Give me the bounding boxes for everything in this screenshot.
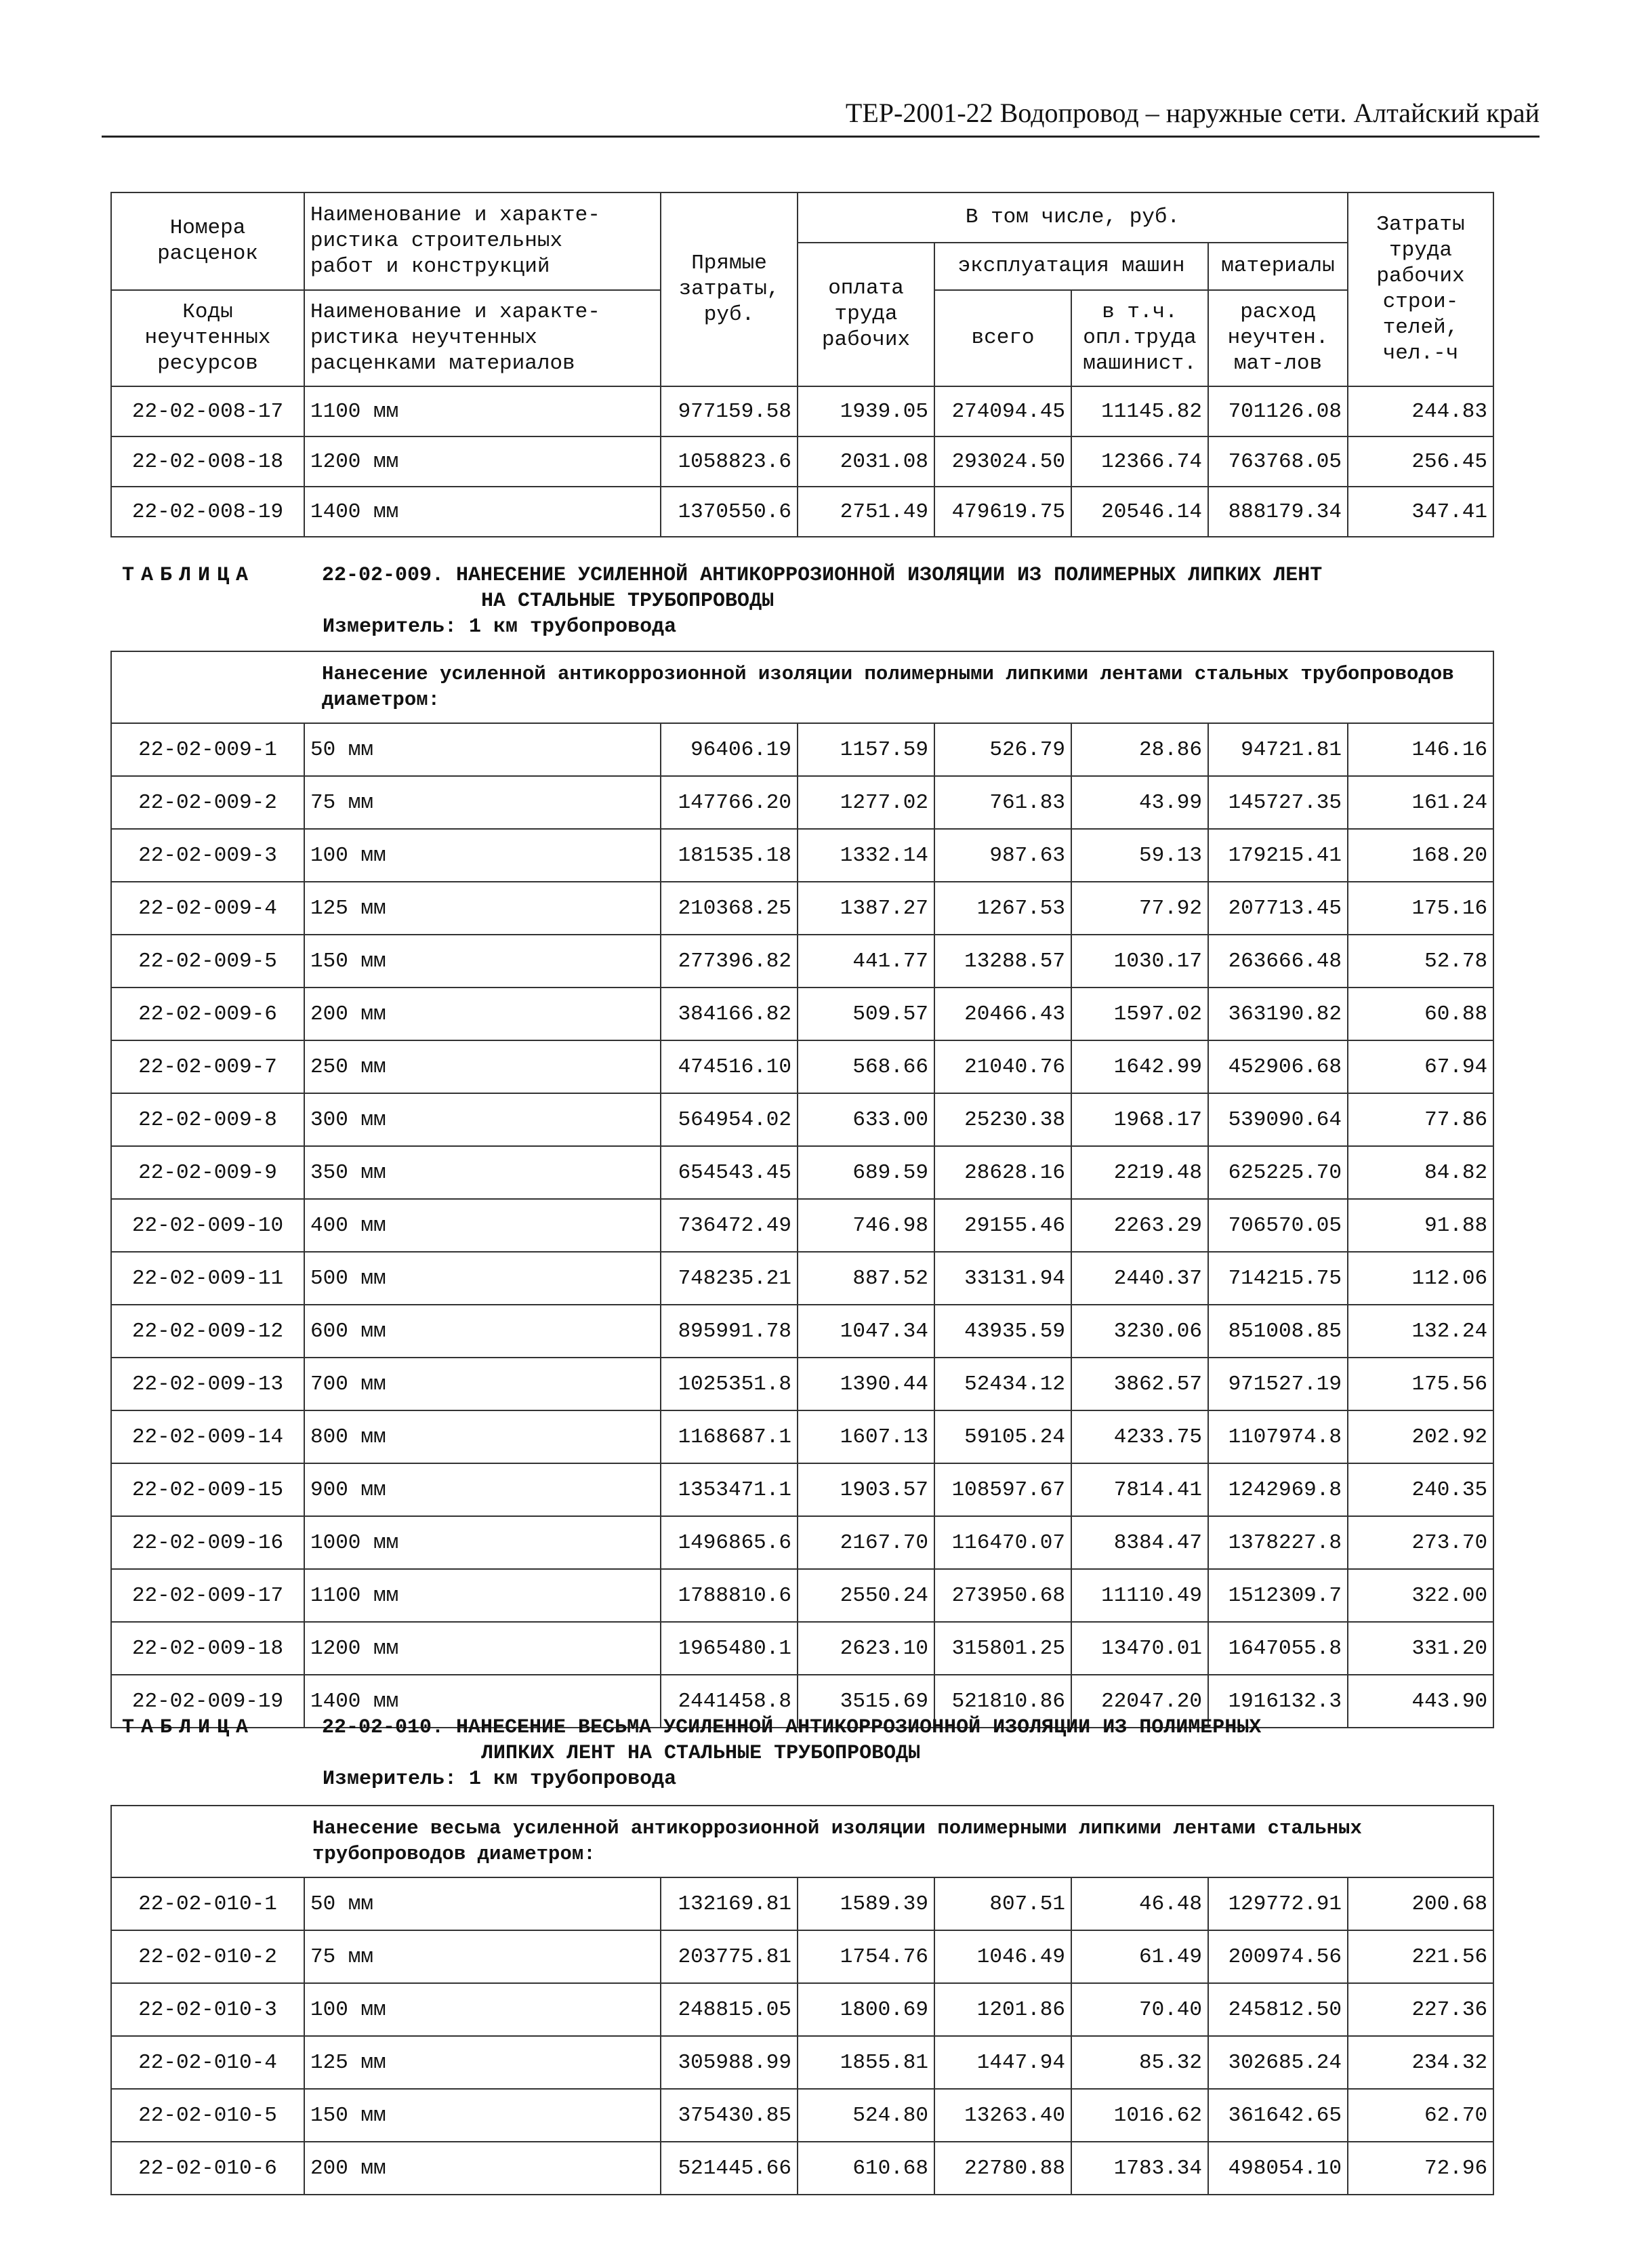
cell-labor: 1607.13 [798, 1410, 934, 1463]
cell-direct: 384166.82 [661, 988, 798, 1040]
cell-hours: 161.24 [1348, 776, 1493, 829]
cell-code: 22-02-009-8 [111, 1093, 304, 1146]
cell-hours: 221.56 [1348, 1930, 1493, 1983]
table-row [111, 1040, 1493, 1093]
cell-mach: 273950.68 [934, 1569, 1071, 1622]
cell-code: 22-02-009-13 [111, 1358, 304, 1410]
cell-mat: 129772.91 [1208, 1877, 1348, 1930]
cell-code: 22-02-010-1 [111, 1877, 304, 1930]
cell-code: 22-02-009-17 [111, 1569, 304, 1622]
cell-name: 800 мм [304, 1410, 661, 1463]
cell-code: 22-02-008-19 [111, 487, 304, 537]
cell-labor: 1157.59 [798, 723, 934, 776]
cell-direct: 96406.19 [661, 723, 798, 776]
table-row [111, 1146, 1493, 1199]
cell-direct: 1353471.1 [661, 1463, 798, 1516]
cell-name: 700 мм [304, 1358, 661, 1410]
cell-mach: 1046.49 [934, 1930, 1071, 1983]
cell-mat: 1107974.8 [1208, 1410, 1348, 1463]
cell-mach: 22780.88 [934, 2142, 1071, 2195]
cell-name: 125 мм [304, 882, 661, 935]
cell-direct: 1965480.1 [661, 1622, 798, 1675]
cell-name: 400 мм [304, 1199, 661, 1252]
cell-name: 600 мм [304, 1305, 661, 1358]
cell-code: 22-02-008-18 [111, 436, 304, 487]
cell-mach: 13263.40 [934, 2089, 1071, 2142]
cell-name: 75 мм [304, 776, 661, 829]
col-header-materials: материалы [1208, 243, 1348, 290]
cell-mach: 28628.16 [934, 1146, 1071, 1199]
table-row [111, 1305, 1493, 1358]
cell-oper: 8384.47 [1071, 1516, 1208, 1569]
col-header-incl: В том числе, руб. [798, 192, 1348, 243]
cell-hours: 132.24 [1348, 1305, 1493, 1358]
rates-table-008 [110, 192, 1494, 537]
cell-labor: 1903.57 [798, 1463, 934, 1516]
group-title-010: Нанесение весьма усиленной антикоррозионной изоляции полимерными липкими лентами стальных трубопроводов диаметром: [111, 1806, 1493, 1877]
cell-mat: 145727.35 [1208, 776, 1348, 829]
cell-name: 1100 мм [304, 386, 661, 436]
cell-name: 50 мм [304, 1877, 661, 1930]
cell-direct: 564954.02 [661, 1093, 798, 1146]
cell-labor: 2167.70 [798, 1516, 934, 1569]
col-header-mach-operator: в т.ч. опл.труда машинист. [1071, 290, 1208, 386]
table-row [111, 2036, 1493, 2089]
cell-mat: 971527.19 [1208, 1358, 1348, 1410]
cell-mach: 116470.07 [934, 1516, 1071, 1569]
cell-name: 125 мм [304, 2036, 661, 2089]
table-row [111, 386, 1493, 436]
cell-name: 150 мм [304, 935, 661, 988]
table-row [111, 1569, 1493, 1622]
cell-name: 900 мм [304, 1463, 661, 1516]
cell-oper: 1642.99 [1071, 1040, 1208, 1093]
cell-code: 22-02-009-1 [111, 723, 304, 776]
table-row [111, 2142, 1493, 2195]
cell-name: 200 мм [304, 2142, 661, 2195]
cell-code: 22-02-009-7 [111, 1040, 304, 1093]
cell-direct: 1788810.6 [661, 1569, 798, 1622]
cell-mach: 987.63 [934, 829, 1071, 882]
cell-mat: 1378227.8 [1208, 1516, 1348, 1569]
cell-name: 75 мм [304, 1930, 661, 1983]
cell-mach: 52434.12 [934, 1358, 1071, 1410]
cell-mat: 888179.34 [1208, 487, 1348, 537]
cell-mach: 293024.50 [934, 436, 1071, 487]
cell-direct: 654543.45 [661, 1146, 798, 1199]
cell-direct: 248815.05 [661, 1983, 798, 2036]
cell-labor: 887.52 [798, 1252, 934, 1305]
table-row [111, 882, 1493, 935]
cell-mat: 625225.70 [1208, 1146, 1348, 1199]
cell-oper: 61.49 [1071, 1930, 1208, 1983]
cell-oper: 1016.62 [1071, 2089, 1208, 2142]
cell-code: 22-02-010-5 [111, 2089, 304, 2142]
cell-oper: 7814.41 [1071, 1463, 1208, 1516]
cell-hours: 112.06 [1348, 1252, 1493, 1305]
col-header-direct: Прямые затраты, руб. [661, 192, 798, 386]
cell-oper: 46.48 [1071, 1877, 1208, 1930]
cell-name: 1000 мм [304, 1516, 661, 1569]
cell-mach: 1201.86 [934, 1983, 1071, 2036]
cell-hours: 84.82 [1348, 1146, 1493, 1199]
cell-hours: 227.36 [1348, 1983, 1493, 2036]
cell-hours: 168.20 [1348, 829, 1493, 882]
cell-mach: 20466.43 [934, 988, 1071, 1040]
cell-mach: 33131.94 [934, 1252, 1071, 1305]
table-title-line1: 22-02-009. НАНЕСЕНИЕ УСИЛЕННОЙ АНТИКОРРОЗИОННОЙ ИЗОЛЯЦИИ ИЗ ПОЛИМЕРНЫХ ЛИПКИХ ЛЕНТ [322, 564, 1323, 587]
cell-hours: 273.70 [1348, 1516, 1493, 1569]
cell-name: 1400 мм [304, 1675, 661, 1728]
cell-oper: 12366.74 [1071, 436, 1208, 487]
cell-hours: 244.83 [1348, 386, 1493, 436]
cell-mach: 526.79 [934, 723, 1071, 776]
cell-labor: 689.59 [798, 1146, 934, 1199]
cell-mat: 207713.45 [1208, 882, 1348, 935]
table-row [111, 1252, 1493, 1305]
cell-mat: 763768.05 [1208, 436, 1348, 487]
cell-labor: 1589.39 [798, 1877, 934, 1930]
cell-hours: 331.20 [1348, 1622, 1493, 1675]
cell-hours: 146.16 [1348, 723, 1493, 776]
cell-labor: 1855.81 [798, 2036, 934, 2089]
cell-oper: 20546.14 [1071, 487, 1208, 537]
cell-oper: 4233.75 [1071, 1410, 1208, 1463]
cell-hours: 52.78 [1348, 935, 1493, 988]
cell-direct: 977159.58 [661, 386, 798, 436]
rates-table-010 [110, 1805, 1494, 2195]
col-header-code: Номера расценок [111, 192, 304, 290]
cell-mach: 479619.75 [934, 487, 1071, 537]
cell-labor: 2550.24 [798, 1569, 934, 1622]
table-row [111, 723, 1493, 776]
cell-hours: 347.41 [1348, 487, 1493, 537]
cell-name: 100 мм [304, 829, 661, 882]
cell-oper: 2440.37 [1071, 1252, 1208, 1305]
cell-name: 250 мм [304, 1040, 661, 1093]
cell-code: 22-02-010-4 [111, 2036, 304, 2089]
table-title-line1: 22-02-010. НАНЕСЕНИЕ ВЕСЬМА УСИЛЕННОЙ АНТИКОРРОЗИОННОЙ ИЗОЛЯЦИИ ИЗ ПОЛИМЕРНЫХ [322, 1716, 1262, 1739]
cell-hours: 72.96 [1348, 2142, 1493, 2195]
cell-mat: 179215.41 [1208, 829, 1348, 882]
cell-mach: 21040.76 [934, 1040, 1071, 1093]
col-header-mach-total: всего [934, 290, 1071, 386]
cell-mat: 361642.65 [1208, 2089, 1348, 2142]
cell-direct: 181535.18 [661, 829, 798, 882]
cell-mach: 59105.24 [934, 1410, 1071, 1463]
cell-mat: 452906.68 [1208, 1040, 1348, 1093]
group-title-009: Нанесение усиленной антикоррозионной изоляции полимерными липкими лентами стальных трубопроводов диаметром: [111, 651, 1493, 723]
cell-code: 22-02-009-16 [111, 1516, 304, 1569]
cell-labor: 1754.76 [798, 1930, 934, 1983]
table-row [111, 1877, 1493, 1930]
cell-code: 22-02-010-3 [111, 1983, 304, 2036]
cell-name: 500 мм [304, 1252, 661, 1305]
cell-oper: 70.40 [1071, 1983, 1208, 2036]
cell-mat: 701126.08 [1208, 386, 1348, 436]
cell-hours: 91.88 [1348, 1199, 1493, 1252]
table-row [111, 935, 1493, 988]
cell-direct: 895991.78 [661, 1305, 798, 1358]
table-row [111, 436, 1493, 487]
cell-labor: 1387.27 [798, 882, 934, 935]
col-header-machines: эксплуатация машин [934, 243, 1208, 290]
cell-mat: 714215.75 [1208, 1252, 1348, 1305]
cell-labor: 2751.49 [798, 487, 934, 537]
table-row [111, 988, 1493, 1040]
table-title-line2: НА СТАЛЬНЫЕ ТРУБОПРОВОДЫ [481, 590, 775, 613]
cell-labor: 610.68 [798, 2142, 934, 2195]
cell-code: 22-02-010-6 [111, 2142, 304, 2195]
table-row [111, 1463, 1493, 1516]
cell-direct: 1496865.6 [661, 1516, 798, 1569]
cell-direct: 305988.99 [661, 2036, 798, 2089]
cell-mat: 706570.05 [1208, 1199, 1348, 1252]
cell-mat: 1647055.8 [1208, 1622, 1348, 1675]
cell-mat: 1242969.8 [1208, 1463, 1348, 1516]
cell-code: 22-02-009-11 [111, 1252, 304, 1305]
cell-hours: 234.32 [1348, 2036, 1493, 2089]
cell-mat: 1512309.7 [1208, 1569, 1348, 1622]
cell-mach: 274094.45 [934, 386, 1071, 436]
cell-mach: 807.51 [934, 1877, 1071, 1930]
table-row [111, 829, 1493, 882]
cell-oper: 1783.34 [1071, 2142, 1208, 2195]
cell-name: 150 мм [304, 2089, 661, 2142]
cell-labor: 3515.69 [798, 1675, 934, 1728]
cell-code: 22-02-009-19 [111, 1675, 304, 1728]
cell-direct: 521445.66 [661, 2142, 798, 2195]
cell-code: 22-02-009-9 [111, 1146, 304, 1199]
cell-oper: 11110.49 [1071, 1569, 1208, 1622]
cell-mach: 29155.46 [934, 1199, 1071, 1252]
cell-name: 1400 мм [304, 487, 661, 537]
cell-name: 1200 мм [304, 1622, 661, 1675]
cell-oper: 11145.82 [1071, 386, 1208, 436]
table-row [111, 1358, 1493, 1410]
cell-mach: 13288.57 [934, 935, 1071, 988]
cell-labor: 1277.02 [798, 776, 934, 829]
cell-code: 22-02-009-18 [111, 1622, 304, 1675]
cell-mat: 245812.50 [1208, 1983, 1348, 2036]
cell-direct: 2441458.8 [661, 1675, 798, 1728]
cell-oper: 13470.01 [1071, 1622, 1208, 1675]
cell-direct: 132169.81 [661, 1877, 798, 1930]
table-row [111, 1983, 1493, 2036]
cell-name: 1200 мм [304, 436, 661, 487]
col-header-labor-hours: Затраты труда рабочих строи- телей, чел.-ч [1348, 192, 1493, 386]
cell-oper: 28.86 [1071, 723, 1208, 776]
cell-oper: 22047.20 [1071, 1675, 1208, 1728]
table-meter: Измеритель: 1 км трубопровода [323, 615, 677, 638]
cell-hours: 200.68 [1348, 1877, 1493, 1930]
cell-mat: 200974.56 [1208, 1930, 1348, 1983]
cell-name: 50 мм [304, 723, 661, 776]
cell-hours: 256.45 [1348, 436, 1493, 487]
cell-oper: 3230.06 [1071, 1305, 1208, 1358]
cell-direct: 1168687.1 [661, 1410, 798, 1463]
cell-mat: 1916132.3 [1208, 1675, 1348, 1728]
cell-oper: 1030.17 [1071, 935, 1208, 988]
table-row [111, 1516, 1493, 1569]
cell-labor: 441.77 [798, 935, 934, 988]
col-header-mat-unaccounted: расход неучтен. мат-лов [1208, 290, 1348, 386]
table-row [111, 487, 1493, 537]
cell-code: 22-02-009-10 [111, 1199, 304, 1252]
cell-labor: 1390.44 [798, 1358, 934, 1410]
cell-code: 22-02-010-2 [111, 1930, 304, 1983]
cell-name: 350 мм [304, 1146, 661, 1199]
cell-oper: 1597.02 [1071, 988, 1208, 1040]
cell-direct: 1058823.6 [661, 436, 798, 487]
cell-mat: 363190.82 [1208, 988, 1348, 1040]
col-header-res-code: Коды неучтенных ресурсов [111, 290, 304, 386]
col-header-labor-pay: оплата труда рабочих [798, 243, 934, 386]
table-row [111, 1930, 1493, 1983]
table-010-caption [122, 1715, 1531, 1792]
cell-oper: 2263.29 [1071, 1199, 1208, 1252]
cell-labor: 1939.05 [798, 386, 934, 436]
cell-mat: 263666.48 [1208, 935, 1348, 988]
cell-code: 22-02-009-2 [111, 776, 304, 829]
cell-code: 22-02-009-12 [111, 1305, 304, 1358]
cell-mat: 539090.64 [1208, 1093, 1348, 1146]
rates-table-009 [110, 651, 1494, 1728]
table-009-caption [122, 563, 1531, 640]
table-row [111, 1093, 1493, 1146]
cell-labor: 2623.10 [798, 1622, 934, 1675]
cell-direct: 277396.82 [661, 935, 798, 988]
cell-name: 300 мм [304, 1093, 661, 1146]
table-label: ТАБЛИЦА [122, 1716, 255, 1739]
cell-name: 100 мм [304, 1983, 661, 2036]
cell-labor: 509.57 [798, 988, 934, 1040]
table-row [111, 1410, 1493, 1463]
cell-hours: 175.56 [1348, 1358, 1493, 1410]
cell-oper: 59.13 [1071, 829, 1208, 882]
cell-oper: 85.32 [1071, 2036, 1208, 2089]
cell-direct: 147766.20 [661, 776, 798, 829]
cell-oper: 2219.48 [1071, 1146, 1208, 1199]
cell-direct: 1370550.6 [661, 487, 798, 537]
cell-code: 22-02-009-6 [111, 988, 304, 1040]
cell-code: 22-02-009-14 [111, 1410, 304, 1463]
cell-oper: 1968.17 [1071, 1093, 1208, 1146]
cell-code: 22-02-009-15 [111, 1463, 304, 1516]
cell-hours: 322.00 [1348, 1569, 1493, 1622]
cell-direct: 203775.81 [661, 1930, 798, 1983]
cell-mach: 315801.25 [934, 1622, 1071, 1675]
cell-direct: 375430.85 [661, 2089, 798, 2142]
cell-code: 22-02-009-3 [111, 829, 304, 882]
cell-hours: 77.86 [1348, 1093, 1493, 1146]
cell-name: 1100 мм [304, 1569, 661, 1622]
cell-labor: 746.98 [798, 1199, 934, 1252]
col-header-res-name: Наименование и характе- ристика неучтенных расценками материалов [304, 290, 661, 386]
cell-hours: 60.88 [1348, 988, 1493, 1040]
cell-mach: 1447.94 [934, 2036, 1071, 2089]
cell-mat: 851008.85 [1208, 1305, 1348, 1358]
table-row [111, 2089, 1493, 2142]
cell-hours: 240.35 [1348, 1463, 1493, 1516]
cell-labor: 568.66 [798, 1040, 934, 1093]
cell-labor: 633.00 [798, 1093, 934, 1146]
cell-labor: 1047.34 [798, 1305, 934, 1358]
cell-name: 200 мм [304, 988, 661, 1040]
cell-mat: 498054.10 [1208, 2142, 1348, 2195]
cell-labor: 1332.14 [798, 829, 934, 882]
table-meter: Измеритель: 1 км трубопровода [323, 1768, 677, 1791]
running-header: ТЕР-2001-22 Водопровод – наружные сети. Алтайский край [102, 95, 1540, 138]
cell-mach: 761.83 [934, 776, 1071, 829]
cell-hours: 443.90 [1348, 1675, 1493, 1728]
cell-hours: 62.70 [1348, 2089, 1493, 2142]
cell-mach: 43935.59 [934, 1305, 1071, 1358]
cell-mach: 25230.38 [934, 1093, 1071, 1146]
cell-hours: 202.92 [1348, 1410, 1493, 1463]
cell-labor: 1800.69 [798, 1983, 934, 2036]
cell-direct: 474516.10 [661, 1040, 798, 1093]
cell-mach: 108597.67 [934, 1463, 1071, 1516]
cell-code: 22-02-009-5 [111, 935, 304, 988]
cell-code: 22-02-009-4 [111, 882, 304, 935]
cell-labor: 524.80 [798, 2089, 934, 2142]
cell-hours: 67.94 [1348, 1040, 1493, 1093]
cell-mat: 302685.24 [1208, 2036, 1348, 2089]
cell-hours: 175.16 [1348, 882, 1493, 935]
col-header-name: Наименование и характе- ристика строительных работ и конструкций [304, 192, 661, 290]
cell-code: 22-02-008-17 [111, 386, 304, 436]
cell-labor: 2031.08 [798, 436, 934, 487]
table-label: ТАБЛИЦА [122, 564, 255, 587]
cell-mach: 1267.53 [934, 882, 1071, 935]
cell-direct: 736472.49 [661, 1199, 798, 1252]
cell-oper: 43.99 [1071, 776, 1208, 829]
cell-direct: 748235.21 [661, 1252, 798, 1305]
cell-oper: 3862.57 [1071, 1358, 1208, 1410]
cell-direct: 1025351.8 [661, 1358, 798, 1410]
table-row [111, 1622, 1493, 1675]
cell-mat: 94721.81 [1208, 723, 1348, 776]
table-row [111, 1199, 1493, 1252]
table-title-line2: ЛИПКИХ ЛЕНТ НА СТАЛЬНЫЕ ТРУБОПРОВОДЫ [481, 1742, 921, 1765]
cell-oper: 77.92 [1071, 882, 1208, 935]
table-row [111, 776, 1493, 829]
cell-mach: 521810.86 [934, 1675, 1071, 1728]
cell-direct: 210368.25 [661, 882, 798, 935]
